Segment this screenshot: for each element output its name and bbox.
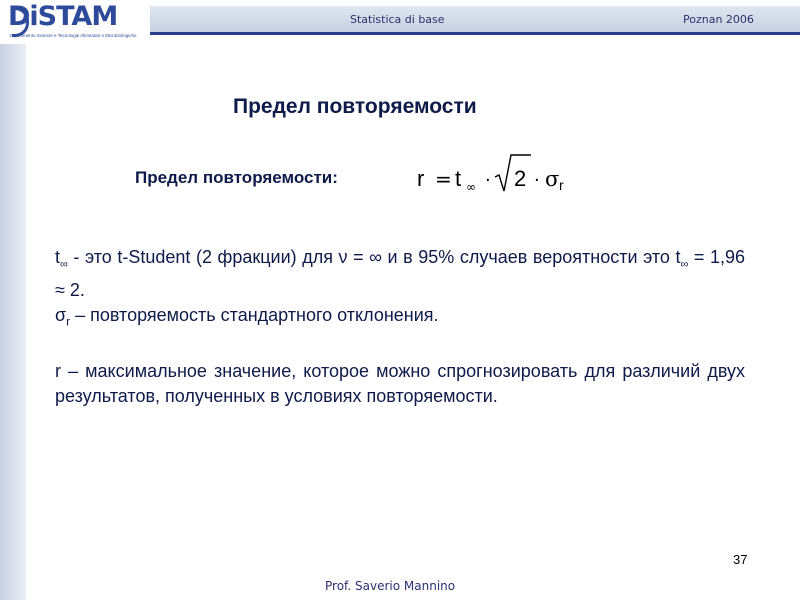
formula-label: Предел повторяемости:: [135, 168, 338, 187]
logo-title: DiSTAM: [8, 1, 118, 32]
sigma-subscript: r: [66, 314, 71, 329]
formula-sub-r: r: [559, 177, 564, 193]
header-rule: [150, 32, 800, 35]
slide-title: Предел повторяемости: [233, 95, 477, 118]
footer-author: Prof. Saverio Mannino: [325, 579, 456, 593]
paragraph-1-text: - это t-Student (2 фракции) для ν = ∞ и в 95% случаев вероятности это t: [67, 247, 681, 267]
formula-dot-2: ·: [534, 170, 540, 191]
paragraph-sigma: [55, 303, 745, 335]
formula-r: r: [417, 166, 425, 191]
sigma-symbol: σ: [55, 304, 67, 325]
header-course: Statistica di base: [350, 13, 445, 26]
formula-t: t: [455, 166, 462, 191]
formula-sqrt-arg: 2: [514, 166, 527, 191]
slide-body: [55, 245, 745, 409]
formula-dot-1: ·: [485, 170, 491, 191]
paragraph-r-definition: r – максимальное значение, которое можно спрогнозировать для различий двух результатов, полученных в условиях повторяемости.: [55, 361, 745, 407]
t-subscript: ∞: [60, 258, 68, 271]
repeatability-formula: [405, 150, 580, 200]
formula-equals: =: [435, 167, 452, 191]
slide-header: [0, 0, 800, 44]
paragraph-2-text: – повторяемость стандартного отклонения.: [70, 304, 439, 325]
page-number: 37: [733, 552, 748, 567]
paragraph-t-student: [55, 245, 745, 303]
t-symbol: t: [55, 247, 61, 267]
t-subscript-2: ∞: [680, 258, 689, 271]
distam-logo: [2, 3, 148, 41]
formula-sigma: σ: [545, 167, 560, 191]
left-decorative-bar: [0, 44, 26, 600]
formula-infinity: ∞: [466, 180, 476, 194]
paragraph-1-text-2: = 1,96 ≈ 2.: [55, 247, 746, 300]
header-place-year: Poznan 2006: [683, 13, 754, 26]
logo-subtitle: Dipartimento Scienze e Tecnologie Alimentari e Microbiologiche: [10, 33, 137, 38]
